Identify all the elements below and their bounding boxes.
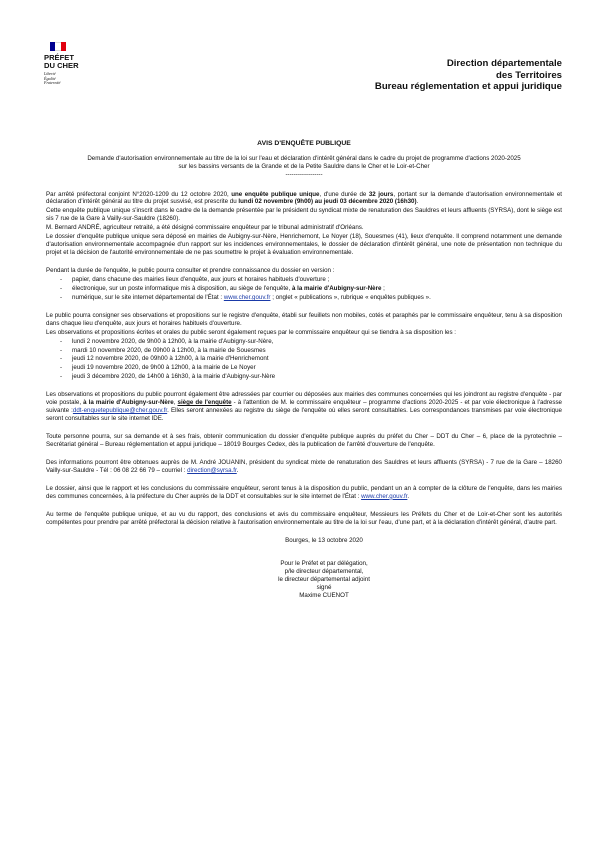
ddt-email-link[interactable]: ddt-enquetepublique@cher.gouv.fr	[72, 407, 168, 415]
paragraph-permanences: Les observations et propositions écrites et orales du public seront également reçues par le commissaire enquêteur qui se tiendra à sa disposition les :	[46, 328, 456, 336]
separator: ------------------	[285, 170, 323, 178]
logo-line2: DU CHER	[44, 60, 79, 70]
notice-body	[46, 140, 562, 600]
p1-b: une enquête publique unique	[231, 190, 320, 198]
signature-line: p/le directeur départemental,	[284, 568, 364, 576]
consult-i2c: ;	[381, 284, 385, 292]
p10-a: Des informations pourront être obtenues auprès de M. André JOUANIN, président du syndicat mixte de renaturation des Sauldres et leurs affluents (SYRSA) - 7 rue de la Gare – 18260 Vailly-sur-Sauldre - Tél : 06 08 22 66 79 – courriel :	[46, 458, 562, 474]
consult-i3b: ; onglet « publications », rubrique « enquêtes publiques ».	[270, 293, 431, 301]
notice-subtitle-2: sur les bassins versants de la Grande et de la Petite Sauldre dans le Cher et le Loir-et-Cher	[178, 162, 430, 170]
p1-d: 32 jours	[368, 190, 394, 198]
french-flag-icon	[50, 42, 66, 51]
notice-subtitle-1: Demande d'autorisation environnementale au titre de la loi sur l'eau et déclaration d'intérêt général dans le cadre du projet de programme d'actions 2020-2025	[87, 154, 521, 162]
paragraph-demande: Cette enquête publique unique s'inscrit dans le cadre de la demande présentée par le président du syndicat mixte de renaturation des Sauldres et leurs affluents (SYRSA), dont le siège est sis 7 rue de la Gare à Vailly-sur-Sauldre (18260).	[46, 207, 562, 223]
paragraph-arrete	[46, 191, 562, 207]
signature-block	[46, 560, 562, 600]
header-line2: des Territoires	[496, 69, 562, 81]
list-item: - papier, dans chacune des mairies lieux d'enquête, aux jours et horaires habituels d'ouverture ;	[72, 276, 562, 284]
paragraph-consultation: Pendant la durée de l'enquête, le public pourra consulter et prendre connaissance du dossier en version :	[46, 267, 335, 274]
cher-gouv-link[interactable]: www.cher.gouv.fr	[223, 293, 271, 301]
paragraph-courrier	[46, 391, 562, 423]
consult-i2b: à la mairie d'Aubigny-sur-Nère	[291, 284, 382, 292]
signature-line: Pour le Préfet et par délégation,	[280, 560, 368, 568]
signature-line: le directeur départemental adjoint	[278, 576, 370, 584]
paragraph-dossier: Le dossier d'enquête publique unique sera déposé en mairies de Aubigny-sur-Nère, Henrichemont, Le Noyer (18), Souesmes (41), lieux d'enquête. Il comprend notamment une demande d'autorisation environnementale accompagnée d'un rapport sur les incidences environnementales, le dossier de déclaration d'intérêt général, une note de présentation non technique du projet et la décision de l'autorité environnementale de ne pas soumettre le projet à évaluation environnementale.	[46, 233, 562, 257]
syrsa-email-link[interactable]: direction@syrsa.fr	[187, 466, 237, 474]
p1-f: lundi 02 novembre (9h00) au jeudi 03 décembre 2020 (16h30)	[238, 198, 417, 206]
signatory-name: Maxime CUENOT	[299, 592, 349, 600]
paragraph-decision: Au terme de l'enquête publique unique, et au vu du rapport, des conclusions et avis du commissaire enquêteur, Messieurs les Préfets du Cher et de Loir-et-Cher sont les autorités compétentes pour prendre par arrêté préfectoral la décision relative à l'autorisation environnementale au titre de la loi sur l'eau, d'une part, et à la déclaration d'intérêt général, d'autre part.	[46, 510, 562, 526]
consult-i2a: électronique, sur un poste informatique mis à disposition, au siège de l'enquête,	[72, 284, 292, 292]
notice-title: AVIS D'ENQUÊTE PUBLIQUE	[257, 140, 351, 147]
p8-c: ,	[173, 399, 178, 407]
document-date: Bourges, le 13 octobre 2020	[285, 536, 363, 544]
consultation-list	[46, 276, 562, 302]
header-line3: Bureau réglementation et appui juridique	[374, 81, 562, 93]
list-item: - mardi 10 novembre 2020, de 09h00 à 12h00, à la mairie de Souesmes	[72, 347, 562, 355]
consult-i3a: numérique, sur le site internet départemental de l'État :	[72, 293, 224, 301]
p8-b: à la mairie d'Aubigny-sur-Nère	[83, 399, 174, 407]
p1-c: , d'une durée de	[319, 190, 369, 198]
p11-a: Le dossier, ainsi que le rapport et les conclusions du commissaire enquêteur, seront tenus à la disposition du public, pendant un an à compter de la clôture de l'enquête, dans les mairies des communes concernées, à la préfecture du Cher auprès de la DDT et consultables sur le site internet de l'État :	[46, 484, 562, 500]
motto-2: Égalité	[44, 75, 56, 81]
list-item: - jeudi 19 novembre 2020, de 9h00 à 12h00, à la mairie de Le Noyer	[72, 364, 562, 372]
prefet-logo	[44, 42, 104, 86]
paragraph-communication: Toute personne pourra, sur sa demande et à ses frais, obtenir communication du dossier d'enquête publique auprès du préfet du Cher – DDT du Cher – 6, place de la pyrotechnie – Secrétariat général – Bureau réglementation et appui juridique – 18019 Bourges Cedex, dès la publication de l'arrêté d'ouverture de l'enquête.	[46, 433, 562, 448]
p1-a: Par arrêté préfectoral conjoint N°2020-1209 du 12 octobre 2020,	[46, 190, 232, 198]
flag-red	[61, 42, 66, 51]
permanences-list	[46, 338, 562, 382]
department-header	[375, 58, 562, 93]
motto-1: Liberté	[44, 70, 56, 76]
logo-title	[44, 54, 104, 70]
list-item	[72, 285, 562, 293]
paragraph-informations	[46, 459, 562, 475]
list-item: - jeudi 12 novembre 2020, de 09h00 à 12h00, à la mairie d'Henrichemont	[72, 355, 562, 363]
header-line1: Direction départementale	[446, 58, 562, 69]
cher-gouv-link-2[interactable]: www.cher.gouv.fr	[361, 492, 408, 500]
p10-b: .	[236, 466, 239, 474]
signature-line: signé	[316, 584, 332, 592]
paragraph-rapport	[46, 485, 562, 501]
paragraph-registre: Le public pourra consigner ses observations et propositions sur le registre d'enquête, établi sur feuillets non mobiles, cotés et paraphés par le commissaire enquêteur, tenu à sa disposition dans chaque lieu d'enquête, aux jours et horaires habituels d'ouverture.	[46, 311, 562, 327]
list-item: - lundi 2 novembre 2020, de 9h00 à 12h00, à la mairie d'Aubigny-sur-Nère,	[72, 338, 562, 346]
p8-a: Les observations et propositions du public pourront également être adressées par courrier ou déposées aux mairies des communes concernées qui les joindront au registre d'enquête - par voie postale,	[46, 391, 562, 407]
p8-e: - à l'attention de M. le commissaire enquêteur – programme d'actions 2020-2025 - et par voie électronique à l'adresse suivante :	[46, 399, 562, 415]
p8-d: siège de l'enquête	[177, 399, 232, 407]
paragraph-commissaire: M. Bernard ANDRÉ, agriculteur retraité, a été désigné commissaire enquêteur par le tribunal administratif d'Orléans.	[46, 224, 364, 232]
motto-3: Fraternité	[44, 80, 61, 86]
logo-line1: PRÉFET	[44, 53, 74, 62]
p8-f: . Elles seront annexées au registre du siège de l'enquête où elles seront consultables. Les correspondances transmises par voie électronique seront consultables sur le site internet IDE.	[46, 407, 563, 423]
logo-motto	[44, 72, 104, 86]
p1-e: , portant sur la demande d'autorisation environnementale et déclaration d'intérêt général au titre du projet susvisé, est prescrite du	[46, 190, 562, 206]
list-item: - jeudi 3 décembre 2020, de 14h00 à 16h30, à la mairie d'Aubigny-sur-Nère	[72, 373, 562, 381]
p11-b: .	[407, 492, 410, 500]
p1-g: .	[416, 198, 419, 206]
list-item	[72, 294, 562, 302]
